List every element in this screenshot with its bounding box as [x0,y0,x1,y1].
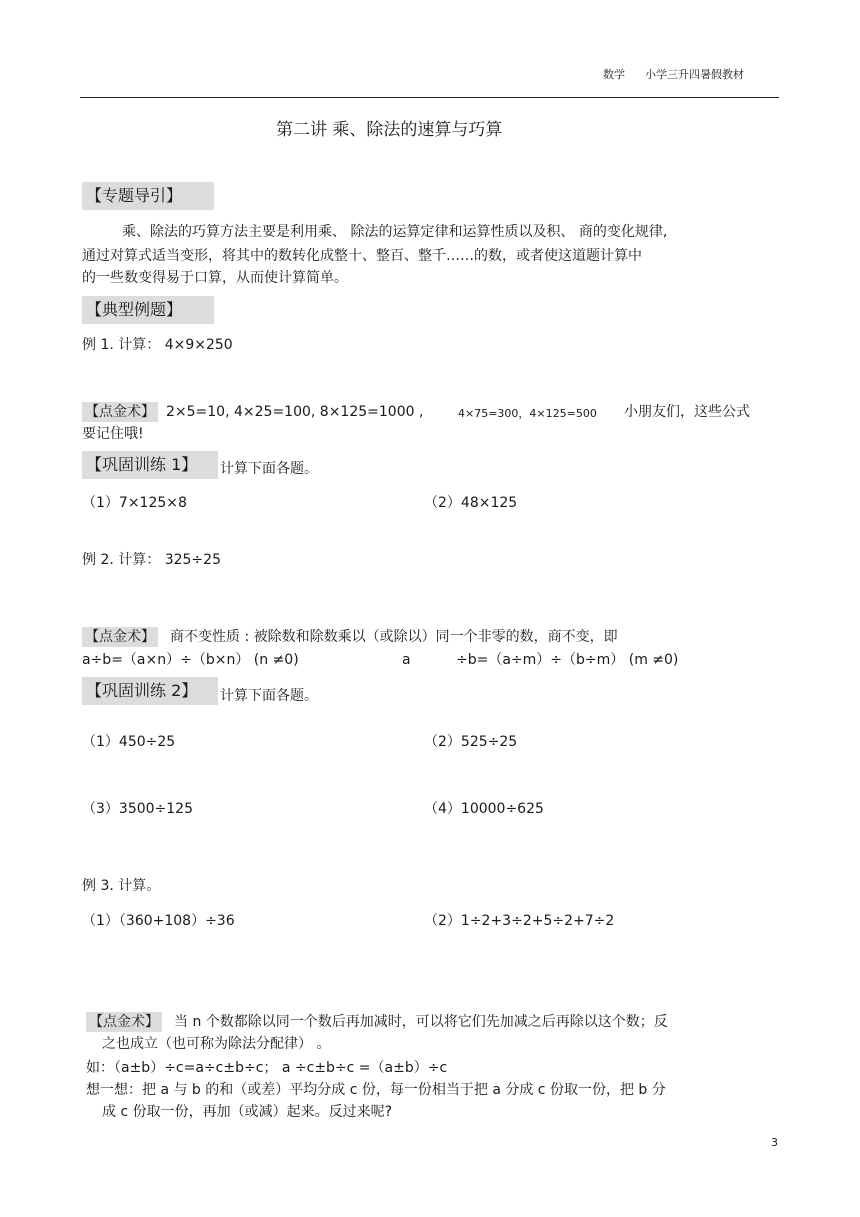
tip-1-main: 2×5=10, 4×25=100, 8×125=1000 , [166,404,424,420]
training-1-q2: （2）48×125 [424,495,518,511]
header-course: 小学三升四暑假教材 [645,68,744,81]
tip-3-line1: 当 n 个数都除以同一个数后再加减时，可以将它们先加减之后再除以这个数；反 [174,1014,668,1030]
tip-tag-3: 【点金术】 [86,1012,162,1032]
intro-line-3: 的一些数变得易于口算，从而使计算简单。 [82,270,348,286]
training-1-text: 计算下面各题。 [220,461,318,477]
training-2-q2: （2）525÷25 [424,734,518,750]
tip-tag-2: 【点金术】 [82,627,158,647]
tip-2-formula-a: a÷b=（a×n）÷（b×n） (n ≠0) [82,652,299,668]
intro-line-1: 乘、除法的巧算方法主要是利用乘、 除法的运算定律和运算性质以及积、 商的变化规律, [122,224,668,240]
header-subject: 数学 [603,68,625,81]
tip-3-think-line2: 成 c 份取一份，再加（或减）起来。反过来呢? [102,1104,393,1120]
example-3-q2: （2）1÷2+3÷2+5÷2+7÷2 [424,913,615,929]
tip-3-line2: 之也成立（也可称为除法分配律） 。 [102,1036,331,1052]
page-title: 第二讲 乘、除法的速算与巧算 [276,120,503,140]
header-rule [80,97,779,98]
example-3-label: 例 3. 计算。 [82,878,161,894]
training-2-q4: （4）10000÷625 [424,801,544,817]
example-3-q1: （1）（360+108）÷36 [82,913,235,929]
tip-1-line2: 要记住哦! [82,426,144,442]
page-number: 3 [771,1136,778,1149]
training-tag-2: 【巩固训练 2】 [82,677,218,705]
training-2-q1: （1）450÷25 [82,734,176,750]
tip-2-formula-b1: a [402,652,411,668]
intro-line-2: 通过对算式适当变形，将其中的数转化成整十、整百、整千……的数，或者使这道题计算中 [82,248,642,264]
tip-1-tail: 小朋友们，这些公式 [624,404,750,420]
tip-1-small: 4×75=300，4×125=500 [458,407,597,420]
example-2-label: 例 2. 计算： 325÷25 [82,552,221,568]
tip-3-think-line1: 想一想：把 a 与 b 的和（或差）平均分成 c 份，每一份相当于把 a 分成 c 份取一份，把 b 分 [86,1082,666,1098]
section-tag-intro: 【专题导引】 [82,182,214,210]
tip-2-text: 商不变性质 : 被除数和除数乘以（或除以）同一个非零的数，商不变，即 [170,629,618,645]
training-2-q3: （3）3500÷125 [82,801,193,817]
tip-2-formula-b2: ÷b=（a÷m）÷（b÷m） (m ≠0) [456,652,679,668]
section-tag-examples: 【典型例题】 [82,296,214,324]
example-1-label: 例 1. 计算： 4×9×250 [82,337,233,353]
tip-3-example: 如：（a±b）÷c=a÷c±b÷c； a ÷c±b÷c =（a±b）÷c [86,1060,448,1076]
tip-tag-1: 【点金术】 [82,402,158,422]
training-1-q1: （1）7×125×8 [82,495,187,511]
training-2-text: 计算下面各题。 [220,688,318,704]
training-tag-1: 【巩固训练 1】 [82,451,218,479]
